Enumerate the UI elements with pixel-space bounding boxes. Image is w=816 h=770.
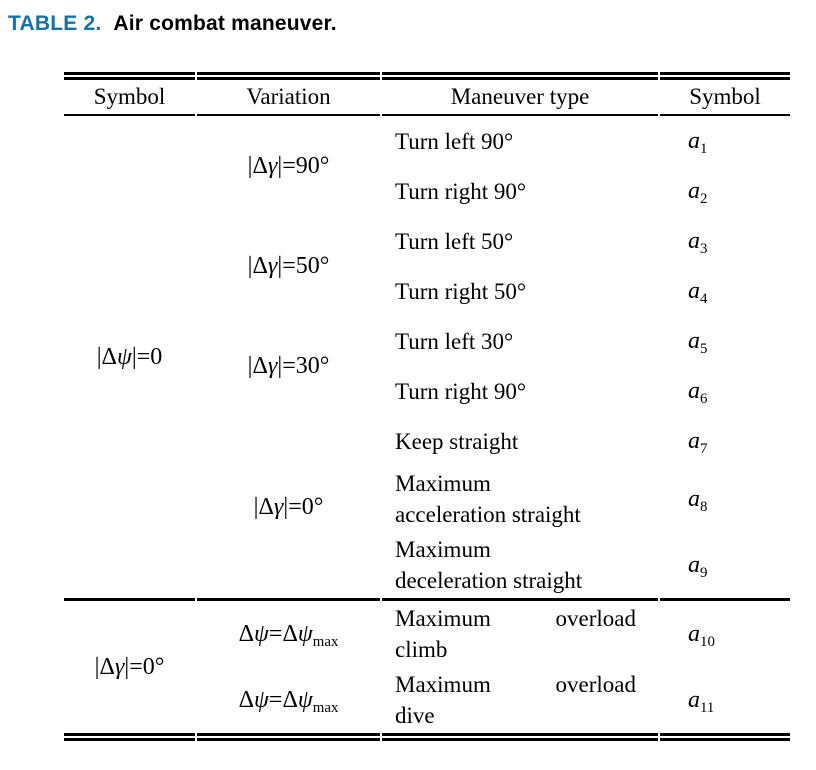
header-row xyxy=(64,72,790,116)
variation-gamma-50-cell: |Δγ|=50° xyxy=(247,252,330,279)
table-row xyxy=(64,116,790,166)
maneuver-cell: Turn left 90° xyxy=(395,128,514,154)
table-caption xyxy=(8,12,816,36)
psi-symbol: ψ xyxy=(254,686,269,713)
header-maneuver-type: Maneuver type xyxy=(382,72,658,116)
symbol-cell: $a_7$ xyxy=(688,427,708,457)
table-row xyxy=(64,598,790,667)
gamma-symbol: γ xyxy=(114,653,125,680)
maneuver-cell: Maximum overload dive xyxy=(382,667,658,741)
caption-label: TABLE 2. xyxy=(8,12,102,35)
maneuver-cell: Keep straight xyxy=(395,428,519,454)
maneuver-cell: Maximum acceleration straight xyxy=(395,471,581,527)
gamma-symbol: γ xyxy=(273,493,284,520)
symbol-cell: $a_{11}$ xyxy=(660,667,790,741)
psi-symbol: ψ xyxy=(254,620,269,647)
header-symbol-right: Symbol xyxy=(660,72,790,116)
symbol-cell: $a_8$ xyxy=(688,485,708,515)
gamma-symbol: γ xyxy=(267,252,278,279)
maneuver-cell: Maximum overload climb xyxy=(382,598,658,667)
variation-psi-max-cell: $\Delta\psi=\Delta\psi_{max}$ xyxy=(197,598,380,667)
air-combat-maneuver-table xyxy=(62,72,792,741)
maneuver-cell: Turn right 90° xyxy=(395,178,527,204)
maneuver-cell: Turn right 90° xyxy=(395,378,527,404)
variation-gamma-30-cell: |Δγ|=30° xyxy=(247,352,330,379)
symbol-cell: $a_4$ xyxy=(688,277,708,307)
variation-psi-max-cell: $\Delta\psi=\Delta\psi_{max}$ xyxy=(197,667,380,741)
symbol-cell: $a_3$ xyxy=(688,227,708,257)
gamma-symbol: γ xyxy=(267,152,278,179)
symbol-cell: $a_9$ xyxy=(688,551,708,581)
header-variation: Variation xyxy=(197,72,380,116)
variation-gamma-0-cell: |Δγ|=0° xyxy=(253,493,324,520)
maneuver-cell: Maximum deceleration straight xyxy=(395,537,583,593)
maneuver-cell: Turn left 50° xyxy=(395,228,514,254)
header-symbol-left: Symbol xyxy=(64,72,195,116)
symbol-cell: $a_1$ xyxy=(688,127,708,157)
symbol-cell: $a_{10}$ xyxy=(660,598,790,667)
symbol-cell: $a_2$ xyxy=(688,177,708,207)
group-gamma-zero-cell: |Δγ|=0° xyxy=(64,598,195,741)
gamma-symbol: γ xyxy=(267,352,278,379)
psi-symbol: ψ xyxy=(297,686,313,713)
caption-title: Air combat maneuver. xyxy=(113,12,337,35)
psi-symbol: ψ xyxy=(117,343,132,370)
symbol-cell: $a_5$ xyxy=(688,327,708,357)
maneuver-cell: Turn left 30° xyxy=(395,328,514,354)
variation-gamma-90-cell: |Δγ|=90° xyxy=(247,152,330,179)
maneuver-cell: Turn right 50° xyxy=(395,278,527,304)
symbol-cell: $a_6$ xyxy=(688,377,708,407)
group-psi-zero-cell: |Δψ|=0 xyxy=(96,343,163,370)
psi-symbol: ψ xyxy=(297,620,313,647)
